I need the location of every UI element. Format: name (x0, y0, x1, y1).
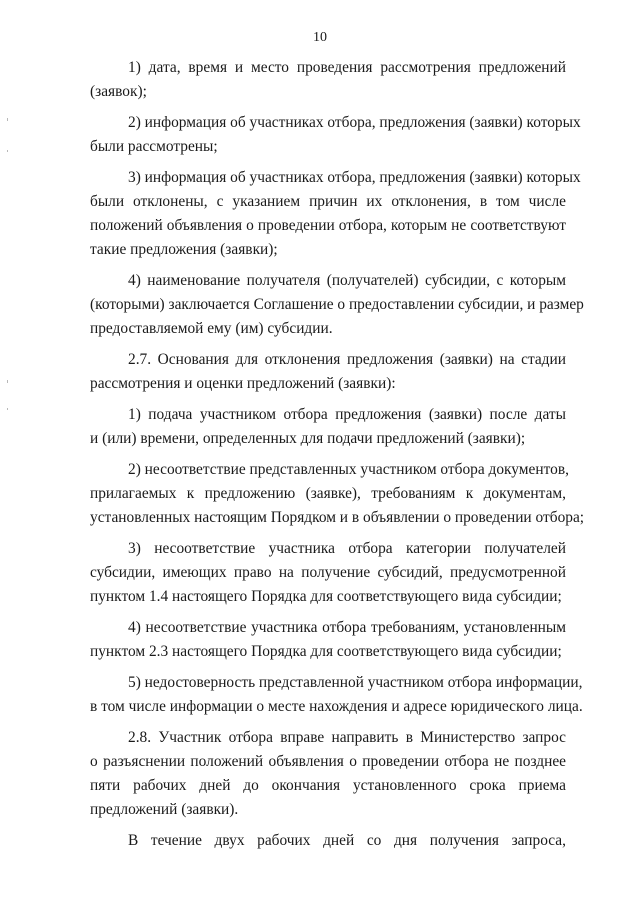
text-line: предоставляемой ему (им) субсидии. (90, 320, 333, 337)
scan-artifact (7, 408, 8, 410)
text-line: установленных настоящим Порядком и в объявлении о проведении отбора; (90, 509, 585, 526)
paragraph-continued (90, 829, 566, 853)
text-line: предложений (заявки). (90, 801, 239, 818)
text-line: пунктом 2.3 настоящего Порядка для соответствующего вида субсидии; (90, 643, 562, 660)
paragraph-1 (90, 56, 566, 104)
paragraph-2 (90, 111, 581, 159)
text-line: положений объявления о проведении отбора, которым не соответствуют (90, 217, 566, 234)
text-line: В течение двух рабочих дней со дня получения запроса, (128, 832, 566, 849)
paragraph-2-7-item-1 (90, 403, 566, 451)
text-line: были рассмотрены; (90, 138, 218, 155)
text-line: 1) дата, время и место проведения рассмотрения предложений (128, 59, 566, 76)
text-line: о разъяснении положений объявления о проведении отбора не позднее (90, 753, 566, 770)
text-line: 5) недостоверность представленной участником отбора информации, (128, 674, 583, 691)
paragraph-2-7-item-3 (90, 537, 566, 609)
paragraph-section-2-7 (90, 348, 566, 396)
scan-artifact (7, 380, 8, 383)
text-line: 1) подача участником отбора предложения (заявки) после даты (128, 406, 566, 423)
text-line: пунктом 1.4 настоящего Порядка для соответствующего вида субсидии; (90, 588, 562, 605)
scan-artifact (7, 150, 8, 152)
paragraph-section-2-8 (90, 726, 566, 822)
text-line: 2) несоответствие представленных участником отбора документов, (128, 461, 569, 478)
text-line: такие предложения (заявки); (90, 241, 278, 258)
text-line: 2) информация об участниках отбора, предложения (заявки) которых (128, 114, 581, 131)
text-line: 3) информация об участниках отбора, предложения (заявки) которых (128, 169, 581, 186)
paragraph-4 (90, 269, 584, 341)
paragraph-3 (90, 166, 581, 262)
paragraph-2-7-item-2 (90, 458, 585, 530)
text-line: 2.7. Основания для отклонения предложения (заявки) на стадии (128, 351, 566, 368)
text-line: 2.8. Участник отбора вправе направить в Министерство запрос (128, 729, 566, 746)
text-line: (которыми) заключается Соглашение о предоставлении субсидии, и размер (90, 296, 584, 313)
scan-artifact (7, 118, 8, 121)
text-line: 4) наименование получателя (получателей) субсидии, с которым (128, 272, 566, 289)
page-number: 10 (313, 30, 327, 45)
text-line: субсидии, имеющих право на получение субсидий, предусмотренной (90, 564, 566, 581)
text-line: пяти рабочих дней до окончания установленного срока приема (90, 777, 566, 794)
paragraph-2-7-item-4 (90, 616, 566, 664)
text-line: были отклонены, с указанием причин их отклонения, в том числе (90, 193, 566, 210)
text-line: 4) несоответствие участника отбора требованиям, установленным (128, 619, 566, 636)
text-line: и (или) времени, определенных для подачи предложений (заявки); (90, 430, 526, 447)
text-line: 3) несоответствие участника отбора категории получателей (128, 540, 566, 557)
text-line: (заявок); (90, 83, 147, 100)
paragraph-2-7-item-5 (90, 671, 583, 719)
document-body (90, 56, 585, 853)
text-line: рассмотрения и оценки предложений (заявки): (90, 375, 396, 392)
text-line: прилагаемых к предложению (заявке), требованиям к документам, (90, 485, 566, 502)
text-line: в том числе информации о месте нахождения и адресе юридического лица. (90, 698, 583, 715)
